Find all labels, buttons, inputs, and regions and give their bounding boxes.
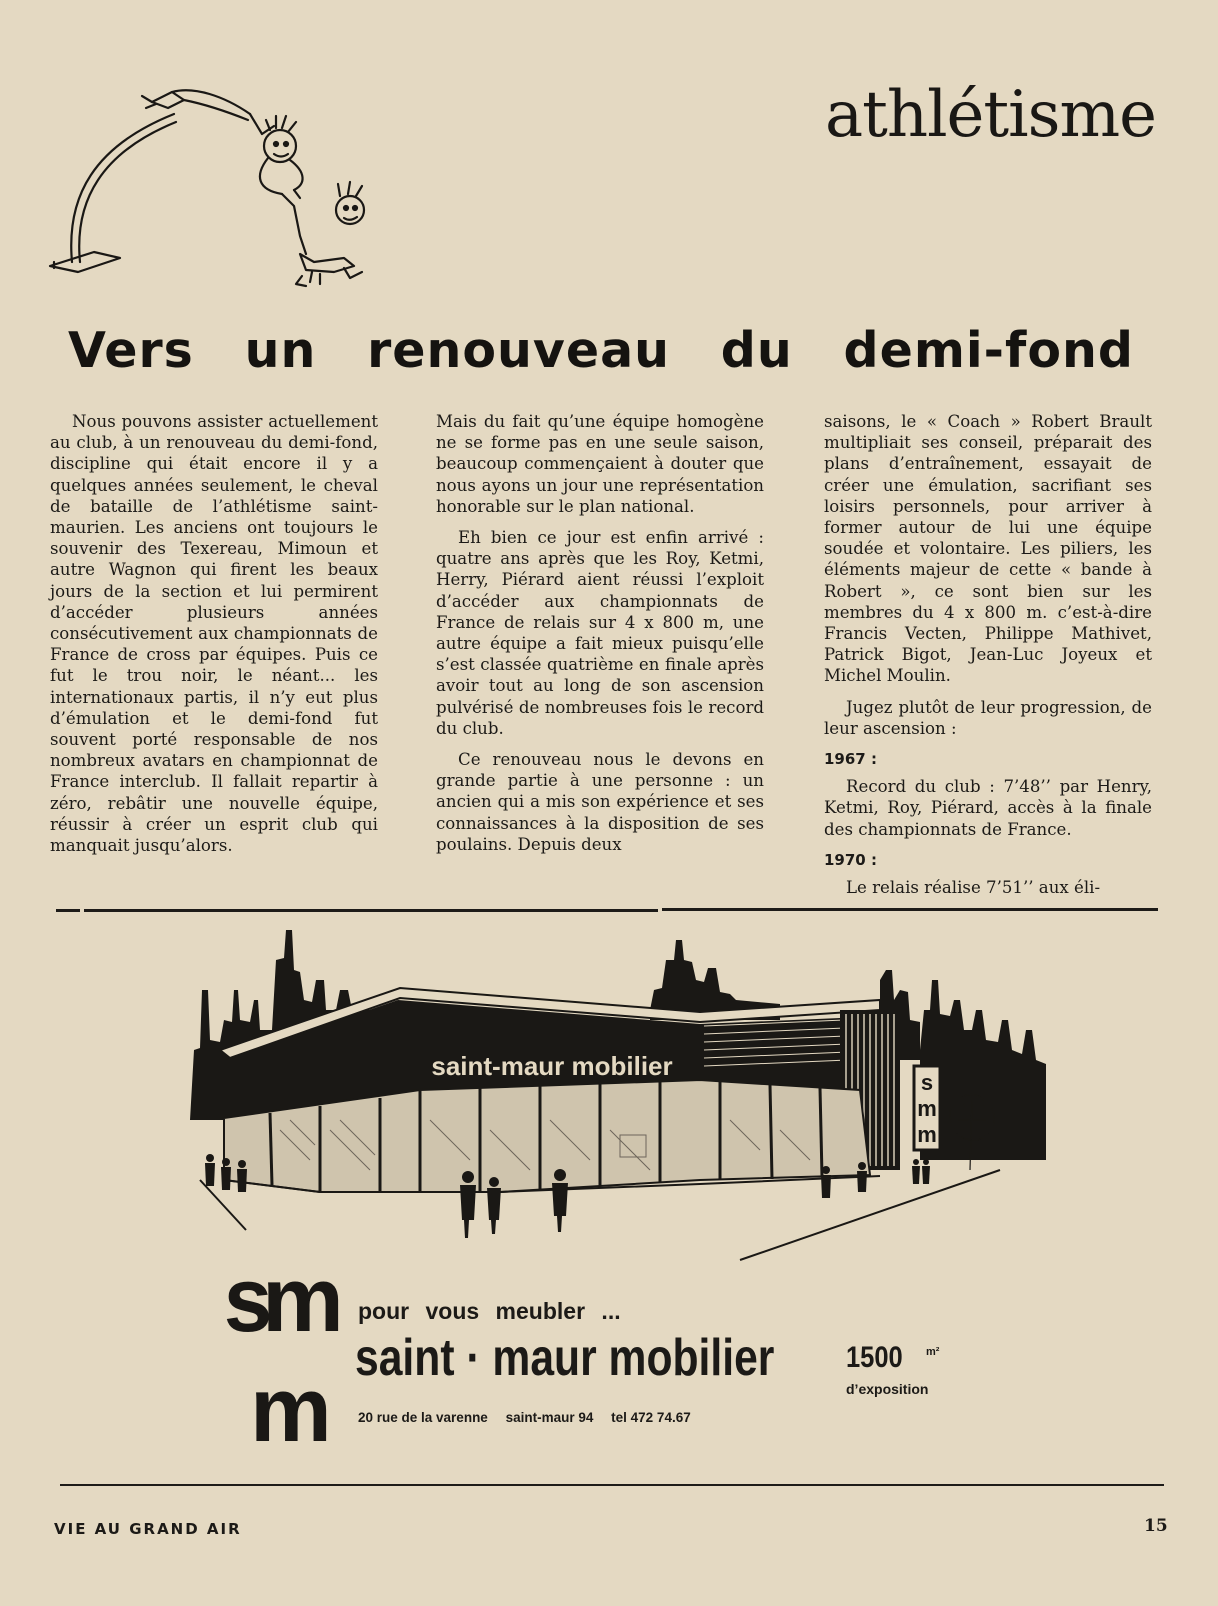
ad-address [358,1410,705,1425]
year-heading: 1967 : [824,750,877,769]
showroom-label: d’exposition [846,1381,929,1397]
paragraph: Mais du fait qu’une équipe homogène ne se forme pas en une seule saison, beaucoup commençaient à douter que nous ayons un jour une représentation honorable sur le plan national. [436,412,764,516]
article-headline [68,322,1134,379]
ad-company-name: saint · maur mobilier [355,1329,775,1387]
article-column-3 [824,411,1152,908]
paragraph: Nous pouvons assister actuellement au club, à un renouveau du demi-fond, discipline qui était encore il y a quelques années seulement, le cheval de bataille de l’athlétisme saint-maurien. Les anciens ont toujours le souvenir des Texereau, Mimoun et autre Wagnon qui firent les beaux jours de la section et lui permirent d’accéder plusieurs années consécutivement aux championnats de France de cross par équipes. Puis ce fut le trou noir, le néant... les internationaux partis, il n’y eut plus d’émulation et le demi-fond fut souvent porté responsable de nos nombreux avatars en championnat de France interclub. Il fallait repartir à zéro, rebâtir une nouvelle équipe, réussir à créer un esprit club qui manquait jusqu’alors. [50,412,378,856]
tower-sign-letter: m [917,1096,937,1121]
page-number: 15 [1144,1516,1168,1536]
tower-sign-letter: s [920,1070,934,1095]
section-title: athlétisme [824,78,1156,152]
ad-tagline: pour vous meubler ... [358,1298,621,1324]
smm-logo [220,1248,344,1461]
year-heading: 1970 : [824,850,877,869]
address-phone: tel 472 74.67 [611,1410,691,1425]
paragraph: Jugez plutôt de leur progression, de leur ascension : [824,697,1152,738]
separator-rule [56,909,80,912]
paragraph: Le relais réalise 7’51’’ aux éli- [846,878,1101,898]
storefront-sign: saint-maur mobilier [431,1051,673,1081]
magazine-name: VIE AU GRAND AIR [54,1520,242,1538]
headline-word: un [244,322,317,379]
article-column-1 [50,411,378,866]
address-city: saint-maur 94 [505,1410,594,1425]
separator-rule [84,909,658,912]
logo-letter: s [223,1248,273,1352]
paragraph: saisons, le « Coach » Robert Brault multipliait ses conseil, préparait des plans d’entraînement, essayait de créer une émulation, sacrifiant ses loisirs personnels, pour arriver à former autour de lui une équipe soudée et volontaire. Les piliers, les éléments majeur de cette « bande à Robert », ce sont bien sur les membres du 4 x 800 m. c’est-à-dire Francis Vecten, Philippe Mathivet, Patrick Bigot, Jean-Luc Joyeux et Michel Moulin. [824,412,1152,686]
storefront-illustration [180,930,1060,1270]
pole-vaulter-cartoon [44,86,404,306]
paragraph: Record du club : 7’48’’ par Henry, Ketmi, Roy, Piérard, accès à la finale des championnats de France. [824,777,1152,839]
paragraph: Eh bien ce jour est enfin arrivé : quatre ans après que les Roy, Ketmi, Herry, Piérard aient réussi l’exploit d’accéder aux championnats de France de relais sur 4 x 800 m, une autre équipe a fait mieux puisqu’elle s’est classée quatrième en finale après avoir tout au long de son ascension pulvérisé de nombreuses fois le record du club. [436,528,764,738]
article-column-2 [436,411,764,865]
headline-word: renouveau [367,322,671,379]
logo-letter: m [250,1359,332,1461]
logo-letter: m [262,1249,344,1351]
headline-word: Vers [68,322,194,379]
separator-rule [662,908,1158,911]
paragraph: Ce renouveau nous le devons en grande partie à une personne : un ancien qui a mis son expérience et ses connaissances à la disposition de ses poulains. Depuis deux [436,750,764,854]
headline-word: demi-fond [843,322,1134,379]
showroom-area: 1500 [846,1341,903,1374]
tower-sign-letter: m [917,1122,937,1147]
showroom-area-unit: m² [926,1346,940,1358]
footer-rule [60,1484,1164,1486]
headline-word: du [720,322,793,379]
address-street: 20 rue de la varenne [358,1410,488,1425]
